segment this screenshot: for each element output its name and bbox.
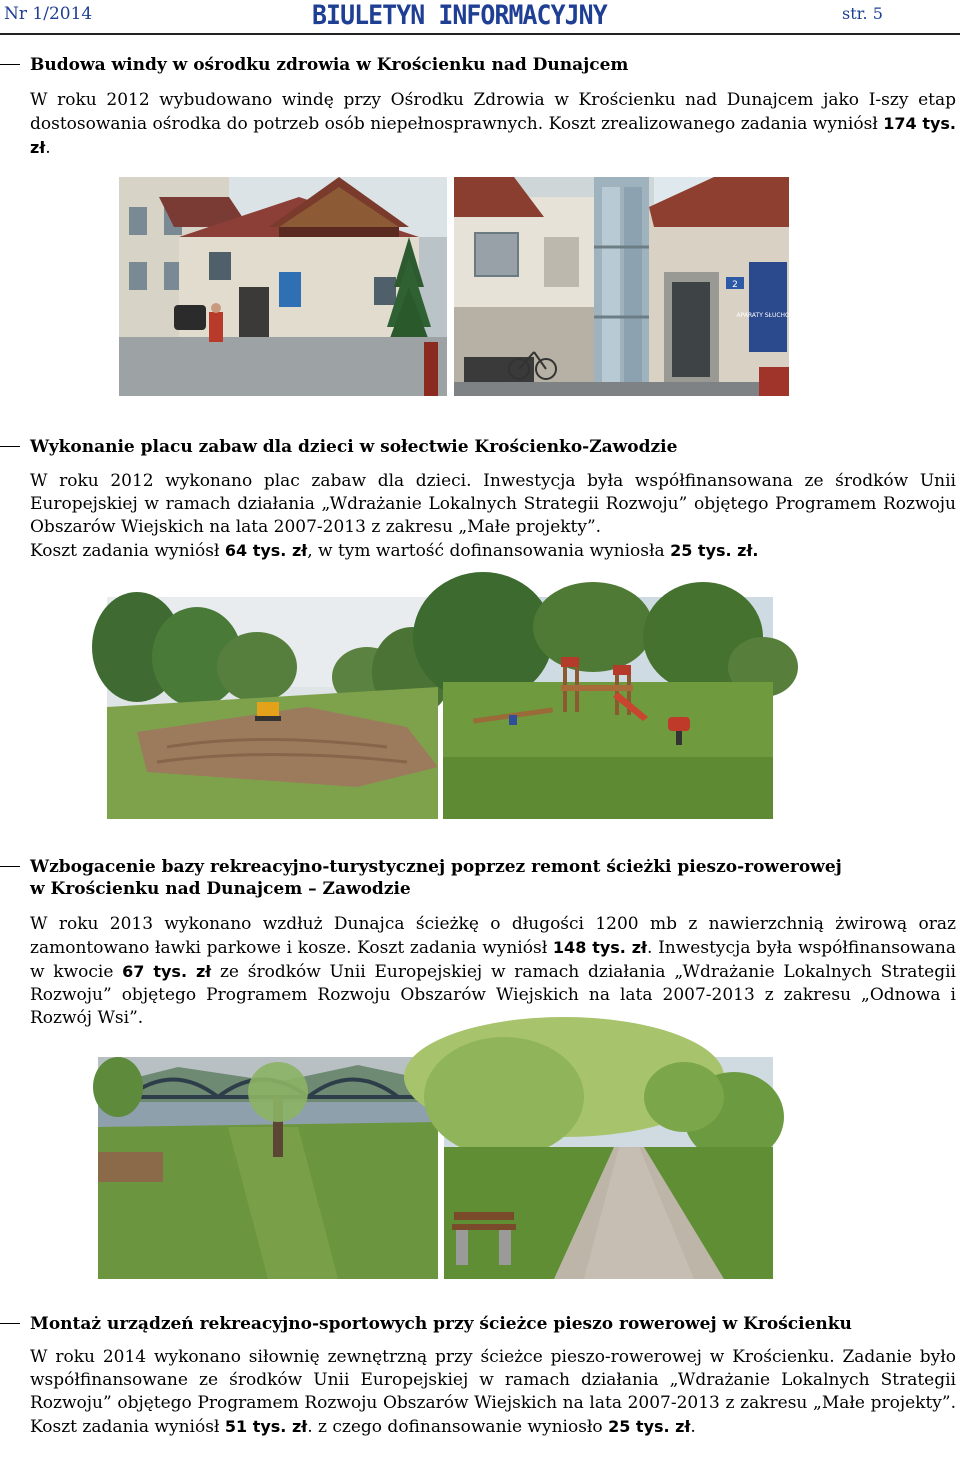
bullet-dash	[0, 1323, 20, 1324]
section-title-outdoor-gym: Montaż urządzeń rekreacyjno-sportowych przy ścieżce pieszo rowerowej w Krościenku	[0, 1313, 852, 1335]
cost-value: 174 tys. zł	[30, 114, 956, 157]
poster-sign: APARATY SŁUCHOWE	[736, 312, 800, 319]
header-rule	[0, 33, 960, 35]
bullet-dash	[0, 64, 20, 65]
paragraph-bike-path: W roku 2013 wykonano wzdłuż Dunajca ścieżkę o długości 1200 mb z nawierzchnią żwirową oraz zamontowano ławki parkowe i kosze. Koszt zadania wyniósł 148 tys. zł. Inwestycja była współfinansowana w kwocie 67 tys. zł ze środków Unii Europejskiej w ramach działania „Wdrażanie Lokalnych Strategii Rozwoju” objętego Programem Rozwoju Obszarów Wiejskich na lata 2007-2013 z zakresu „Odnowa i Rozwój Wsi”.	[30, 914, 956, 1028]
bullet-dash	[0, 866, 20, 867]
section-title-elevator: Budowa windy w ośrodku zdrowia w Krościenku nad Dunajcem	[0, 54, 628, 76]
paragraph-elevator: W roku 2012 wybudowano windę przy Ośrodku Zdrowia w Krościenku nad Dunajcem jako I-szy etap dostosowania ośrodka do potrzeb osób niepełnosprawnych. Koszt zrealizowanego zadania wyniósł 174 tys. zł.	[30, 90, 956, 158]
bulletin-title: BIULETYN INFORMACYJNY	[312, 0, 607, 31]
paragraph-playground: W roku 2012 wykonano plac zabaw dla dzieci. Inwestycja była współfinansowana ze środków Unii Europejskiej w ramach działania „Wdrażanie Lokalnych Strategii Rozwoju” objętego Programem Rozwoju Obszarów Wiejskich na lata 2007-2013 z zakresu „Małe projekty”. Koszt zadania wyniósł 64 tys. zł, w tym wartość dofinansowania wyniosła 25 tys. zł.	[30, 471, 956, 561]
page-number: str. 5	[842, 4, 883, 23]
paragraph-outdoor-gym: W roku 2014 wykonano siłownię zewnętrzną przy ścieżce pieszo-rowerowej w Krościenku. Zadanie było współfinansowane ze środków Unii Europejskiej w ramach działania „Wdrażanie Lokalnych Strategii Rozwoju” objętego Programem Rozwoju Obszarów Wiejskich na lata 2007-2013 z zakresu „Małe projekty”. Koszt zadania wyniósł 51 tys. zł. z czego dofinansowanie wyniosło 25 tys. zł.	[30, 1347, 956, 1437]
photo-earthworks	[107, 597, 438, 819]
cost-value: 64 tys. zł	[224, 541, 308, 560]
subsidy-value: 25 tys. zł	[608, 1417, 691, 1436]
photo-health-centre	[119, 177, 447, 396]
cost-value: 51 tys. zł	[224, 1417, 308, 1436]
cost-value: 148 tys. zł	[552, 938, 647, 957]
section-title-playground: Wykonanie placu zabaw dla dzieci w sołectwie Krościenko-Zawodzie	[0, 436, 677, 458]
subsidy-value: 25 tys. zł.	[670, 541, 759, 560]
photo-playground	[443, 597, 773, 819]
section-title-bike-path: Wzbogacenie bazy rekreacyjno-turystycznej poprzez remont ścieżki pieszo-rowerowej w Krościenku nad Dunajcem – Zawodzie	[0, 856, 842, 900]
building-number-sign: 2	[732, 280, 738, 290]
subsidy-value: 67 tys. zł	[122, 962, 212, 981]
photo-gravel-path	[444, 1057, 773, 1279]
photo-bridge-river	[98, 1057, 438, 1279]
photo-elevator	[454, 177, 800, 396]
bullet-dash	[0, 446, 20, 447]
page-header	[0, 0, 960, 34]
issue-number: Nr 1/2014	[4, 4, 93, 24]
